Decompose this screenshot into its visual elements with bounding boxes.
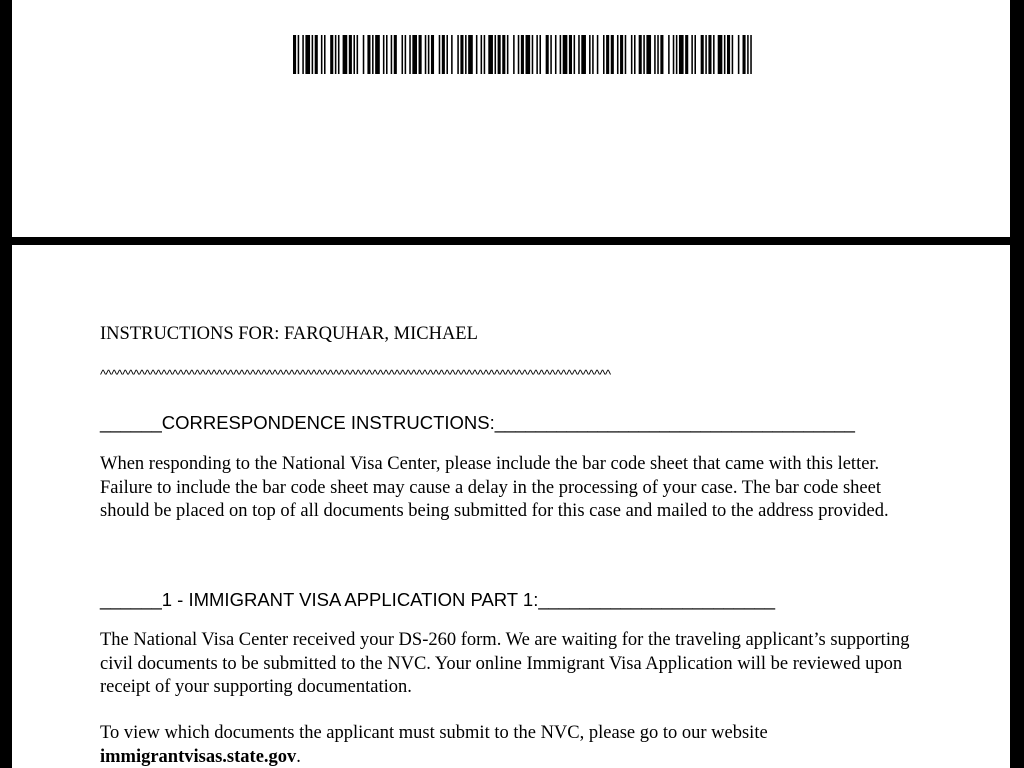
barcode-bar [353,35,355,74]
barcode-bar [315,35,318,74]
barcode-bar [592,35,594,74]
barcode-bar [532,35,534,74]
barcode-bar [747,35,749,74]
barcode-bar [555,35,557,74]
barcode-bar [412,35,417,74]
barcode-bar [646,35,651,74]
barcode-bar [484,35,486,74]
barcode-bar [679,35,684,74]
barcode-bar [631,35,633,74]
barcode-bar [375,35,380,74]
barcode-bar [539,35,541,74]
barcode-bar [405,35,407,74]
barcode-bar [691,35,693,74]
barcode-bar [298,35,300,74]
barcode-bar [727,35,730,74]
barcode-bar [581,35,586,74]
view-documents-text: To view which documents the applicant must submit to the NVC, please go to our website [100,723,768,743]
barcode-bar [560,35,562,74]
barcode-bar [578,35,580,74]
barcode-bar [718,35,723,74]
barcode-bar [546,35,549,74]
barcode-bar [498,35,501,74]
barcode-page [12,0,1010,237]
barcode-bar [569,35,572,74]
barcode-bar [431,35,434,74]
barcode-bar [732,35,734,74]
barcode-bar [620,35,623,74]
barcode-bar [738,35,740,74]
immigrant-visa-application-heading: ______1 - IMMIGRANT VISA APPLICATION PART 1:_______________________ [100,589,775,610]
barcode-bar [617,35,619,74]
barcode-bar [394,35,397,74]
correspondence-instructions-paragraph: When responding to the National Visa Center, please include the bar code sheet that came with this letter. Failure to include the bar code sheet may cause a delay in the processing of your case. The bar code sheet should be placed on top of all documents being submitted for this case and mailed to the address provided. [100,454,889,521]
barcode-bar [611,35,614,74]
barcode-bar [685,35,688,74]
barcode-bar [488,35,493,74]
barcode-bar [502,35,505,74]
barcode-bar [513,35,515,74]
barcode-bar [349,35,352,74]
correspondence-instructions-heading: ______CORRESPONDENCE INSTRUCTIONS:___________________________________ [100,412,855,433]
barcode-bar [402,35,404,74]
caret-divider: ^^^^^^^^^^^^^^^^^^^^^^^^^^^^^^^^^^^^^^^^^^^^^^^^^^^^^^^^^^^^^^^^^^^^^^^^^^^^^^^^^^^^^^^^^^^^ [100,367,611,382]
barcode-bar [574,35,576,74]
barcode-bar [419,35,422,74]
barcode-bar [708,35,711,74]
instructions-for-header: INSTRUCTIONS FOR: FARQUHAR, MICHAEL [100,324,478,344]
barcode-bar [321,35,323,74]
ds260-received-paragraph: The National Visa Center received your DS-260 form. We are waiting for the traveling applicant’s supporting civil documents to be submitted to the NVC. Your online Immigrant Visa Application will be reviewed upon receipt of your supporting documentation. [100,630,910,697]
barcode-bar [312,35,314,74]
barcode-bar [657,35,659,74]
barcode-bar [550,35,552,74]
barcode-bar [476,35,478,74]
barcode-bar [363,35,365,74]
barcode-bar [694,35,696,74]
barcode-bar [465,35,467,74]
barcode-bar [457,35,459,74]
barcode-bar [468,35,473,74]
barcode-bar [428,35,430,74]
barcode-bar [668,35,670,74]
barcode-bar [625,35,627,74]
website-link[interactable]: immigrantvisas.state.gov [100,746,297,767]
barcode-bar [639,35,642,74]
barcode-bar [713,35,715,74]
barcode-bar [676,35,678,74]
barcode-bar [293,35,296,74]
barcode-bar [383,35,385,74]
barcode-bar [391,35,393,74]
barcode-icon [293,35,753,74]
barcode-bar [654,35,656,74]
view-documents-paragraph [100,722,930,768]
barcode-bar [372,35,374,74]
barcode-bar [425,35,427,74]
barcode-bar [357,35,359,74]
barcode-bar [750,35,752,74]
barcode-bar [643,35,645,74]
barcode-bar [451,35,453,74]
barcode-bar [634,35,636,74]
barcode-bar [338,35,340,74]
barcode-bar [589,35,591,74]
barcode-bar [521,35,524,74]
barcode-bar [660,35,663,74]
barcode-bar [305,35,310,74]
barcode-bar [536,35,538,74]
barcode-bar [705,35,707,74]
barcode-bar [439,35,441,74]
barcode-bar [302,35,304,74]
barcode-bar [481,35,483,74]
barcode-bar [518,35,520,74]
barcode-bar [606,35,609,74]
barcode-bar [597,35,599,74]
barcode-bar [343,35,348,74]
barcode-bar [526,35,531,74]
barcode-bar [563,35,568,74]
barcode-bar [495,35,497,74]
barcode-bar [603,35,605,74]
barcode-bar [386,35,388,74]
barcode-bar [330,35,333,74]
barcode-bar [743,35,746,74]
barcode-bar [324,35,326,74]
barcode-bar [442,35,445,74]
barcode-bar [409,35,411,74]
website-suffix: . [296,746,301,767]
barcode-bar [460,35,463,74]
barcode-bar [367,35,370,74]
barcode-bar [673,35,675,74]
barcode-bar [701,35,704,74]
barcode-bar [446,35,448,74]
letter-page [12,245,1010,768]
barcode-bar [507,35,509,74]
barcode-bar [724,35,726,74]
barcode-bar [335,35,337,74]
